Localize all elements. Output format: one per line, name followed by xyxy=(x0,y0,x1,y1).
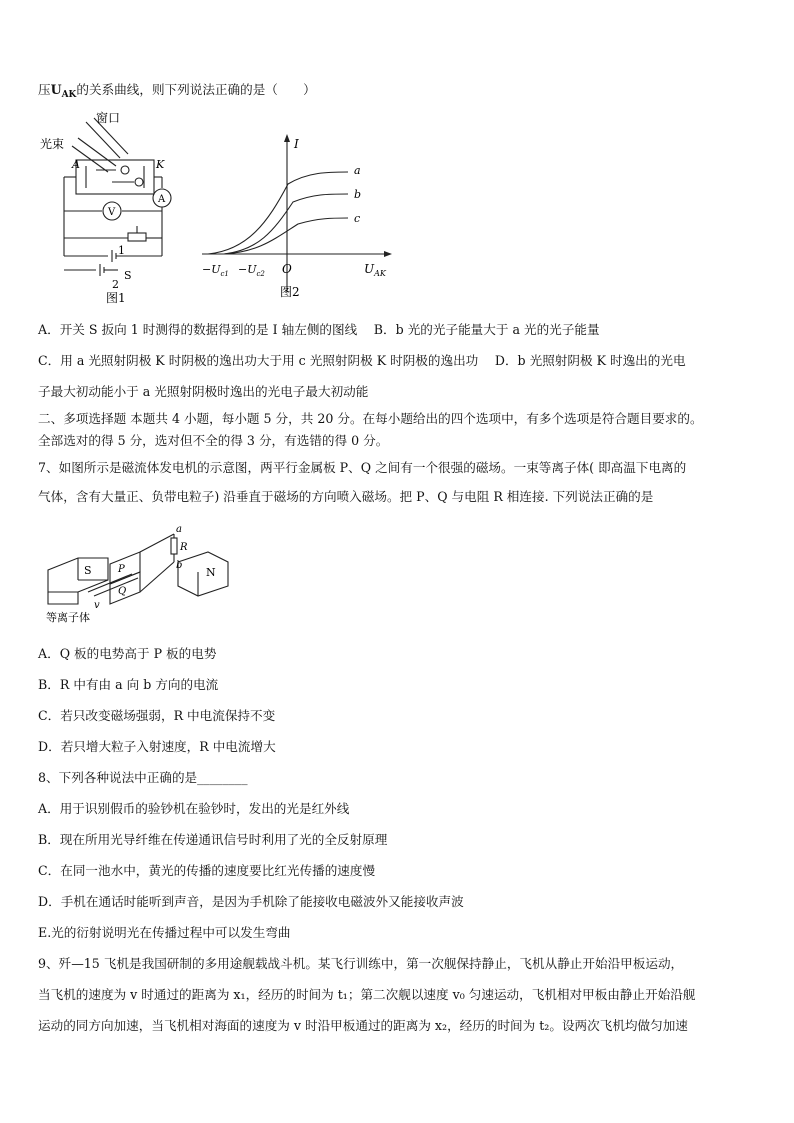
label-switch-1: 1 xyxy=(118,244,125,257)
q7-stem-cont: 气体，含有大量正、负带电粒子) 沿垂直于磁场的方向喷入磁场。把 P、Q 与电阻 R 相连接. 下列说法正确的是 xyxy=(38,489,654,504)
q7-label-q: Q xyxy=(118,586,127,597)
q9-stem-line-2: 当飞机的速度为 v 时通过的距离为 x₁，经历的时间为 t₁；第二次舰以速度 v₀ 匀速运动，飞机相对甲板由静止开始沿舰 xyxy=(38,987,696,1002)
origin-label: O xyxy=(282,262,292,276)
q8-stem: 8、下列各种说法中正确的是________ xyxy=(38,770,248,785)
q8-option-b: B．现在所用光导纤维在传递通讯信号时利用了光的全反射原理 xyxy=(38,832,388,847)
figure-1-circuit xyxy=(38,108,188,308)
label-beam: 光束 xyxy=(40,137,65,151)
section-2-heading: 二、多项选择题 本题共 4 小题，每小题 5 分，共 20 分。在每小题给出的四个选项中，有多个选项是符合题目要求的。 xyxy=(38,411,703,426)
series-label-a: a xyxy=(354,164,361,177)
q7-option-d: D．若只增大粒子入射速度，R 中电流增大 xyxy=(38,739,276,754)
q8-option-c: C．在同一池水中，黄光的传播的速度要比红光传播的速度慢 xyxy=(38,863,376,878)
figure-q7-mhd-generator xyxy=(38,522,238,632)
q9-stem-line-3: 运动的同方向加速，当飞机相对海面的速度为 v 时沿甲板通过的距离为 x₂，经历的时间为 t₂。设两次飞机均做匀加速 xyxy=(38,1018,688,1033)
axis-label-uak: $U_{AK}$ xyxy=(364,262,386,278)
label-plate-k: K xyxy=(156,158,165,171)
series-label-c: c xyxy=(354,212,361,225)
q6-option-a-b: A．开关 S 扳向 1 时测得的数据得到的是 I 轴左侧的图线 B．b 光的光子能量大于 a 光的光子能量 xyxy=(38,322,600,337)
figure-2-iv-curves xyxy=(198,132,398,302)
q7-label-p: P xyxy=(118,564,125,575)
label-switch-2: 2 xyxy=(112,278,119,291)
q7-label-b: b xyxy=(176,560,183,571)
figure-2-caption: 图2 xyxy=(280,285,300,299)
label-window: 窗口 xyxy=(96,111,121,125)
q7-label-plasma: 等离子体 xyxy=(46,611,90,624)
curve-a xyxy=(208,172,348,254)
curve-b xyxy=(224,194,348,254)
q7-option-b: B．R 中有由 a 向 b 方向的电流 xyxy=(38,677,219,692)
section-2-heading-cont: 全部选对的得 5 分，选对但不全的得 3 分，有选错的得 0 分。 xyxy=(38,433,389,448)
q8-option-d: D．手机在通话时能听到声音，是因为手机除了能接收电磁波外又能接收声波 xyxy=(38,894,464,909)
q8-option-a: A．用于识别假币的验钞机在验钞时，发出的光是红外线 xyxy=(38,801,350,816)
q7-label-r: R xyxy=(180,542,188,553)
q8-option-e: E.光的衍射说明光在传播过程中可以发生弯曲 xyxy=(38,925,291,940)
label-ammeter: A xyxy=(158,194,166,205)
label-switch-s: S xyxy=(124,269,132,282)
q6-option-c-d: C．用 a 光照射阴极 K 时阴极的逸出功大于用 c 光照射阴极 K 时阴极的逸出功 D．b 光照射阴极 K 时逸出的光电 xyxy=(38,353,686,368)
q7-label-n: N xyxy=(206,566,216,579)
q7-label-a: a xyxy=(176,524,182,535)
label-plate-a: A xyxy=(72,158,80,171)
q7-option-c: C．若只改变磁场强弱，R 中电流保持不变 xyxy=(38,708,276,723)
question-intro: 压$U_{AK}$的关系曲线，则下列说法正确的是（ ） xyxy=(38,82,316,100)
q9-stem-line-1: 9、歼—15 飞机是我国研制的多用途舰载战斗机。某飞行训练中，第一次舰保持静止，飞机从静止开始沿甲板运动， xyxy=(38,956,684,971)
tick-label-uc2: $-U_{c2}$ xyxy=(238,263,265,278)
axis-label-i: I xyxy=(294,137,299,151)
q7-stem: 7、如图所示是磁流体发电机的示意图，两平行金属板 P、Q 之间有一个很强的磁场。一束等离子体( 即高温下电离的 xyxy=(38,460,687,475)
q6-option-d-cont: 子最大初动能小于 a 光照射阴极时逸出的光电子最大初动能 xyxy=(38,384,369,399)
q7-label-v: v xyxy=(94,600,100,611)
label-voltmeter: V xyxy=(108,207,116,218)
tick-label-uc1: $-U_{c1}$ xyxy=(202,263,229,278)
q7-label-s: S xyxy=(84,564,92,577)
figure-1-caption: 图1 xyxy=(106,291,126,305)
q7-option-a: A．Q 板的电势高于 P 板的电势 xyxy=(38,646,217,661)
series-label-b: b xyxy=(354,188,362,201)
curve-c xyxy=(224,218,348,254)
